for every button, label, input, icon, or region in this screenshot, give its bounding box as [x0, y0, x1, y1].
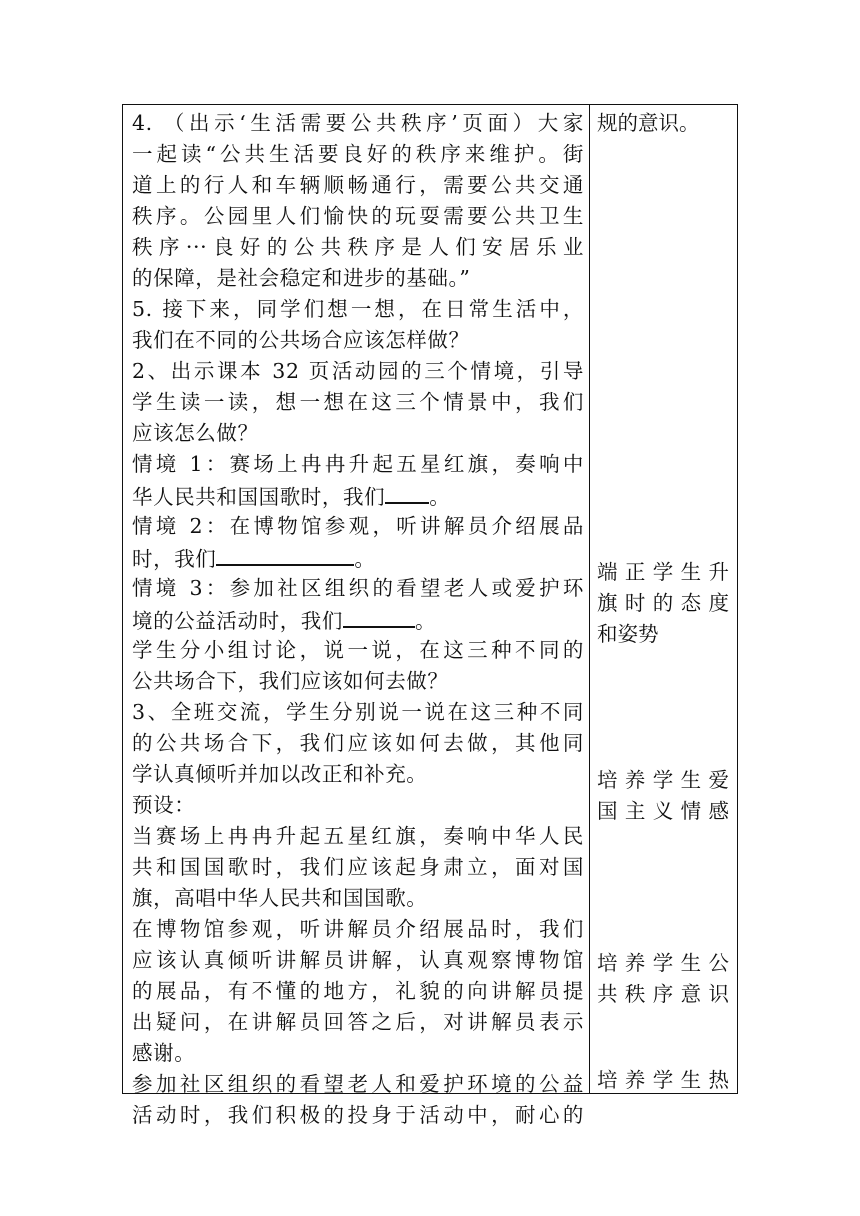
text-line: 的公共场合下，我们应该如何去做，其他同 — [132, 731, 584, 755]
text-segment: 时，我们 — [132, 547, 217, 571]
text-line: 应该认真倾听讲解员讲解，认真观察博物馆 — [132, 948, 584, 972]
fill-in-blank — [216, 542, 354, 566]
fill-in-blank — [385, 480, 429, 504]
text-line: 3、全班交流，学生分别说一说在这三种不同 — [132, 700, 584, 724]
intent-line: 端正学生升 — [597, 560, 729, 584]
text-line: 活动时，我们积极的投身于活动中，耐心的 — [132, 1103, 584, 1127]
lesson-plan-table — [122, 104, 738, 1127]
text-line: 学生读一读，想一想在这三个情景中，我们 — [132, 390, 584, 414]
column-divider — [589, 105, 590, 1093]
text-line: 一起读“公共生活要良好的秩序来维护。街 — [132, 142, 584, 166]
text-line: 我们在不同的公共场合应该怎样做？ — [132, 328, 470, 352]
text-line: 情境 3：参加社区组织的看望老人或爱护环 — [132, 576, 584, 600]
intent-line: 规的意识。 — [597, 111, 700, 135]
text-line: 5. 接下来，同学们想一想，在日常生活中， — [132, 297, 584, 321]
text-line: 4. （出示‘生活需要公共秩序’页面）大家 — [132, 111, 584, 135]
text-line: 学生分小组讨论，说一说，在这三种不同的 — [132, 638, 584, 662]
text-line: 的展品，有不懂的地方，礼貌的向讲解员提 — [132, 979, 584, 1003]
text-line: 道上的行人和车辆顺畅通行，需要公共交通 — [132, 173, 584, 197]
text-line: 旗，高唱中华人民共和国国歌。 — [132, 886, 428, 910]
text-line: 公共场合下，我们应该如何去做？ — [132, 669, 449, 693]
text-line: 预设： — [132, 793, 196, 817]
text-segment: 华人民共和国国歌时，我们 — [132, 485, 386, 509]
text-line: 情境 2：在博物馆参观，听讲解员介绍展品 — [132, 514, 584, 538]
text-line: 应该怎么做？ — [132, 421, 259, 445]
blank-suffix: 。 — [429, 485, 451, 509]
intent-line: 旗时的态度 — [597, 591, 729, 615]
text-line: 在博物馆参观，听讲解员介绍展品时，我们 — [132, 917, 584, 941]
text-line: 当赛场上冉冉升起五星红旗，奏响中华人民 — [132, 824, 584, 848]
intent-line: 共秩序意识 — [597, 982, 729, 1006]
text-line-with-blank — [132, 480, 584, 511]
text-line: 情境 1：赛场上冉冉升起五星红旗，奏响中 — [132, 452, 584, 476]
intent-line: 培养学生热 — [597, 1068, 729, 1092]
text-line-with-blank — [132, 604, 584, 635]
text-line: 感谢。 — [132, 1041, 196, 1065]
text-line: 共和国国歌时，我们应该起身肃立，面对国 — [132, 855, 584, 879]
teaching-process-column — [132, 108, 584, 1131]
fill-in-blank — [343, 604, 415, 628]
text-line: 的保障，是社会稳定和进步的基础。” — [132, 266, 471, 290]
blank-suffix: 。 — [415, 609, 437, 633]
intent-line: 培养学生爱 — [597, 768, 729, 792]
text-line: 出疑问，在讲解员回答之后，对讲解员表示 — [132, 1010, 584, 1034]
blank-suffix: 。 — [354, 547, 376, 571]
text-line: 秩序。公园里人们愉快的玩耍需要公共卫生 — [132, 204, 584, 228]
intent-line: 和姿势 — [597, 622, 659, 646]
text-line: 2、出示课本 32 页活动园的三个情境，引导 — [132, 359, 584, 383]
text-line: 学认真倾听并加以改正和补充。 — [132, 762, 428, 786]
text-segment: 境的公益活动时，我们 — [132, 609, 343, 633]
intent-line: 培养学生公 — [597, 951, 729, 975]
text-line: 秩序···良好的公共秩序是人们安居乐业 — [132, 235, 584, 259]
text-line: 参加社区组织的看望老人和爱护环境的公益 — [132, 1072, 584, 1096]
intent-line: 国主义情感 — [597, 799, 729, 823]
text-line-with-blank — [132, 542, 584, 573]
